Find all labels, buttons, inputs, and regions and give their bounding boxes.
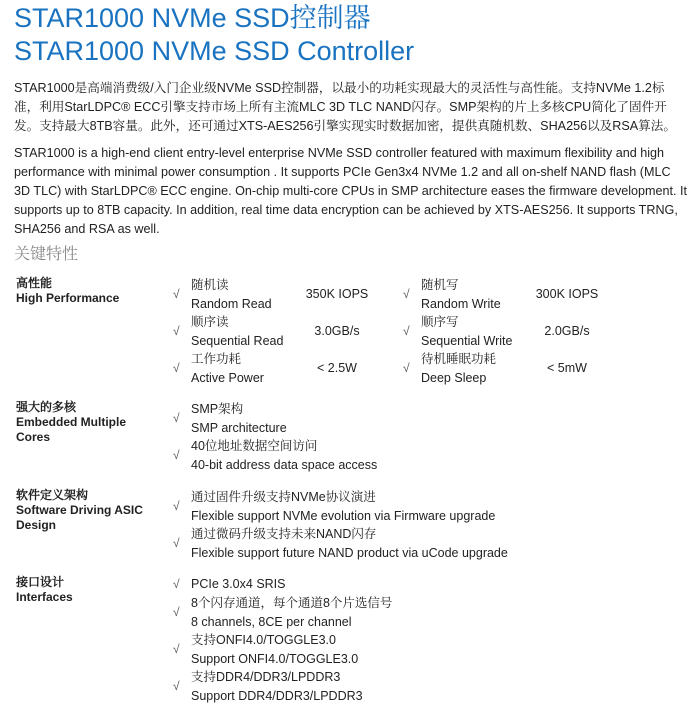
list-item xyxy=(16,488,696,525)
metric-en: Random Read xyxy=(191,296,272,311)
item-text: 通过微码升级支持未来NAND闪存 xyxy=(191,527,377,541)
metric-cn: 随机写 xyxy=(421,278,459,292)
metric-value: 2.0GB/s xyxy=(544,324,590,338)
intro-en: STAR1000 is a high-end client entry-level enterprise NVMe SSD controller featured with maximum flexibility and high performance with minimal power consumption . It supports PCIe Gen3x4 NVMe 1.2 and all on-shelf NAND flash (MLC 3D TLC) with StarLDPC® ECC engine. On-chip multi-core CPUs in SMP architecture eases the firmware development. It supports up to 8TB capacity. In addition, real time data encryption can be achieved by XTS-AES256. It supports TRNG, SHA256 and RSA as well. xyxy=(14,146,688,236)
feature-section xyxy=(16,400,696,474)
item-text: Flexible support future NAND product via uCode upgrade xyxy=(191,545,508,560)
item-text: Support ONFI4.0/TOGGLE3.0 xyxy=(191,651,359,666)
check-icon: √ xyxy=(403,324,410,338)
check-icon: √ xyxy=(173,361,180,375)
item-text: Flexible support NVMe evolution via Firmware upgrade xyxy=(191,508,496,523)
list-item xyxy=(16,631,696,668)
intro-cn: STAR1000是高端消费级/入门企业级NVMe SSD控制器，以最小的功耗实现最大的灵活性与高性能。支持NVMe 1.2标准，利用StarLDPC® ECC引擎支持市场上所有主流MLC 3D TLC NAND闪存。SMP架构的片上多核CPU简化了固件开发。支持最大8TB容量。此外，还可通过XTS-AES256引擎实现实时数据加密，提供真随机数、SHA256以及RSA算法。 xyxy=(14,81,676,133)
label-cn: 软件定义架构 xyxy=(16,488,89,502)
metric-name xyxy=(421,276,501,313)
feature-section xyxy=(16,575,696,705)
metric-cn: 顺序写 xyxy=(421,315,459,329)
metric-value: 350K IOPS xyxy=(305,287,369,301)
performance-row xyxy=(16,313,696,350)
metric-value: 3.0GB/s xyxy=(314,324,360,338)
item-text: PCIe 3.0x4 SRIS xyxy=(191,577,286,591)
check-icon: √ xyxy=(173,324,180,338)
check-icon: √ xyxy=(173,536,180,550)
label-en: High Performance xyxy=(16,291,120,305)
check-icon: √ xyxy=(173,679,180,693)
check-icon: √ xyxy=(173,499,180,513)
metric-name xyxy=(191,313,283,350)
performance-row xyxy=(16,350,696,387)
list-item xyxy=(16,525,696,562)
check-icon: √ xyxy=(173,448,180,462)
section-performance xyxy=(16,276,696,387)
metric-value: 300K IOPS xyxy=(535,287,599,301)
check-icon: √ xyxy=(403,287,410,301)
item-text: 支持DDR4/DDR3/LPDDR3 xyxy=(191,670,341,684)
metric-cn: 待机睡眠功耗 xyxy=(421,352,497,366)
check-icon: √ xyxy=(173,642,180,656)
item-text: SMP架构 xyxy=(191,402,244,416)
item-text: 40位地址数据空间访问 xyxy=(191,439,318,453)
list-item xyxy=(16,437,696,474)
check-icon: √ xyxy=(173,577,180,591)
performance-table xyxy=(16,276,696,387)
item-text: SMP architecture xyxy=(191,420,287,435)
item-text: 40-bit address data space access xyxy=(191,457,378,472)
features-heading: 关键特性 xyxy=(14,246,79,263)
item-text: 8 channels, 8CE per channel xyxy=(191,614,352,629)
metric-en: Deep Sleep xyxy=(421,370,487,385)
label-cn: 接口设计 xyxy=(16,575,65,589)
check-icon: √ xyxy=(173,411,180,425)
metric-en: Sequential Write xyxy=(421,333,513,348)
metric-cn: 顺序读 xyxy=(191,315,229,329)
check-icon: √ xyxy=(173,287,180,301)
metric-cn: 工作功耗 xyxy=(191,352,242,366)
list-item xyxy=(16,594,696,631)
label-en: Interfaces xyxy=(16,590,73,604)
list-item xyxy=(16,400,696,437)
check-icon: √ xyxy=(173,605,180,619)
item-text: 通过固件升级支持NVMe协议演进 xyxy=(191,490,376,504)
performance-row xyxy=(16,276,696,313)
title-en: STAR1000 NVMe SSD Controller xyxy=(14,36,415,66)
list-item xyxy=(16,575,696,594)
feature-section xyxy=(16,488,696,562)
label-en: Software Driving ASIC Design xyxy=(16,503,143,532)
metric-name xyxy=(191,350,264,387)
metric-en: Random Write xyxy=(421,296,501,311)
metric-cn: 随机读 xyxy=(191,278,229,292)
metric-name xyxy=(191,276,272,313)
metric-name xyxy=(421,350,496,387)
item-text: Support DDR4/DDR3/LPDDR3 xyxy=(191,688,363,703)
label-cn: 高性能 xyxy=(16,276,53,290)
metric-en: Sequential Read xyxy=(191,333,284,348)
label-en: Embedded Multiple Cores xyxy=(16,415,127,444)
item-text: 8个闪存通道，每个通道8个片选信号 xyxy=(191,596,393,610)
list-item xyxy=(16,668,696,705)
label-cn: 强大的多核 xyxy=(16,400,77,414)
metric-value: < 5mW xyxy=(547,361,587,375)
metric-name xyxy=(421,313,513,350)
metric-value: < 2.5W xyxy=(317,361,357,375)
item-text: 支持ONFI4.0/TOGGLE3.0 xyxy=(191,633,336,647)
check-icon: √ xyxy=(403,361,410,375)
metric-en: Active Power xyxy=(191,370,264,385)
title-cn: STAR1000 NVMe SSD控制器 xyxy=(14,3,371,33)
